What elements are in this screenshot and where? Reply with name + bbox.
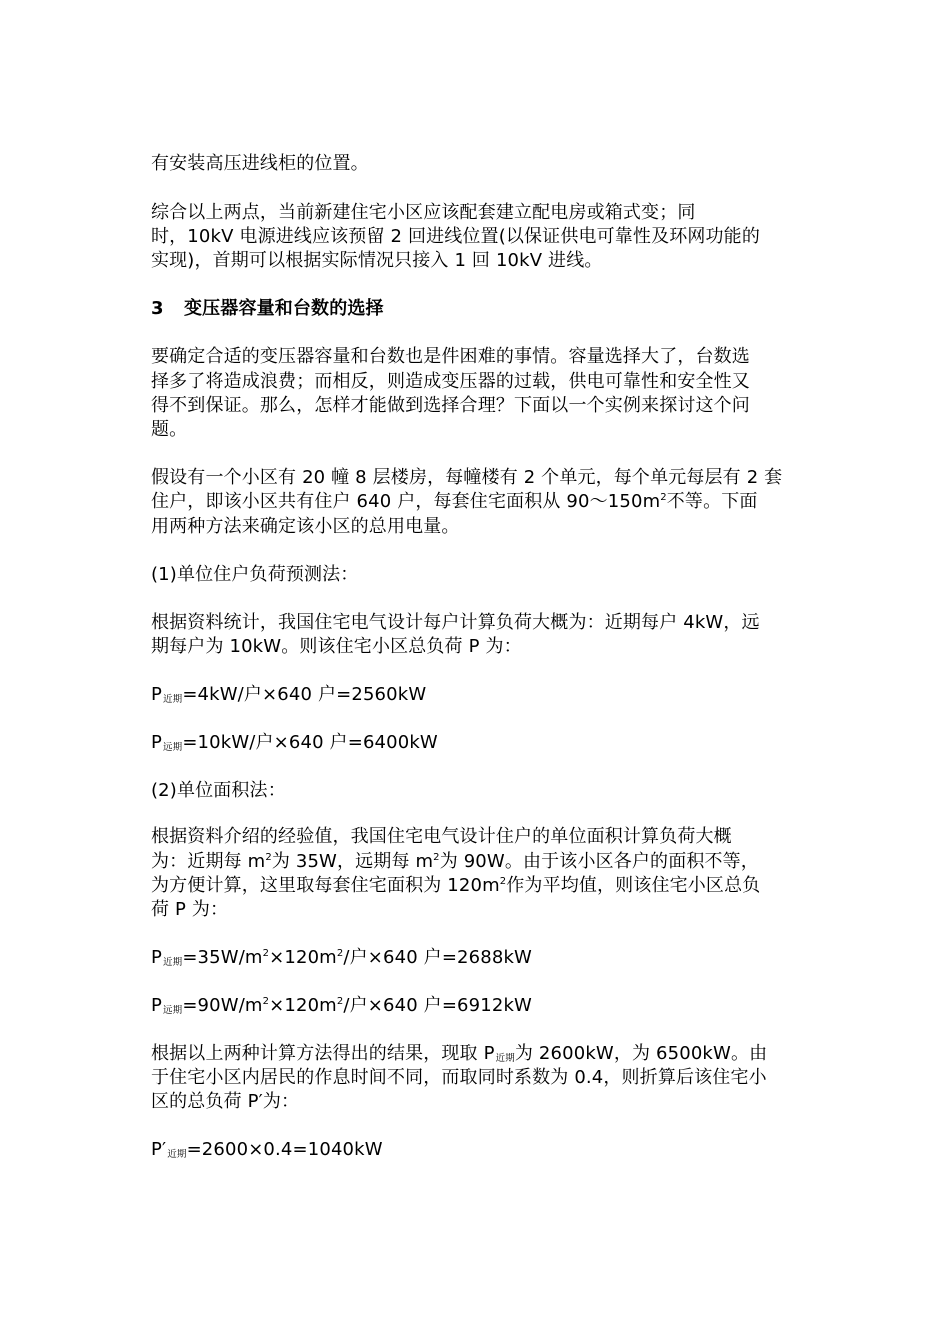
paragraph-line: 要确定合适的变压器容量和台数也是件困难的事情。容量选择大了，台数选 [151,346,750,367]
subscript: 远期 [163,1005,183,1016]
superscript: 2 [499,876,507,887]
text-run: 为：近期每 m [151,851,266,872]
equation [151,683,426,710]
symbol: P [151,995,163,1016]
paragraph-line [151,850,759,877]
subscript: 近期 [163,957,183,968]
paragraph-line [151,874,760,901]
subscript: 近期 [495,1053,515,1064]
section-heading [151,297,384,321]
equation [151,731,438,758]
text-run: =90W/m [182,995,263,1016]
paragraph-line: 荷 P 为： [151,899,229,920]
text-run: 住户，即该小区共有住户 640 户，每套住宅面积从 90～150m [151,491,661,512]
paragraph-line: 根据资料统计，我国住宅电气设计每户计算负荷大概为：近期每户 4kW，远 [151,612,760,633]
text-run: =35W/m [182,947,263,968]
paragraph-line: 用两种方法来确定该小区的总用电量。 [151,516,460,537]
superscript: 2 [433,852,440,863]
equation [151,1138,383,1165]
paragraph-line: 实现)，首期可以根据实际情况只接入 1 回 10kV 进线。 [151,250,603,271]
superscript: 2 [262,996,270,1007]
section-number: 3 [151,298,164,319]
text-run: ×120m [269,947,337,968]
paragraph-line: 择多了将造成浪费；而相反，则造成变压器的过载，供电可靠性和安全性又 [151,371,750,392]
subscript: 近期 [167,1149,187,1160]
text-run: 根据以上两种计算方法得出的结果，现取 P [151,1043,495,1064]
paragraph-line: 时，10kV 电源进线应该预留 2 回进线位置(以保证供电可靠性及环网功能的 [151,226,760,247]
text-run: =2600×0.4=1040kW [186,1139,383,1160]
symbol: P′ [151,1139,167,1160]
symbol: P [151,732,163,753]
paragraph-line: (1)单位住户负荷预测法： [151,564,359,585]
paragraph-line: 有安装高压进线柜的位置。 [151,153,369,174]
text-run: 作为平均值，则该住宅小区总负 [506,875,761,896]
paragraph-line: 综合以上两点，当前新建住宅小区应该配套建立配电房或箱式变；同 [151,202,696,223]
text-run: 为方便计算，这里取每套住宅面积为 120m [151,875,500,896]
superscript: 2 [265,852,272,863]
superscript: 2 [262,948,270,959]
superscript: 2 [336,948,344,959]
text-run: /户×640 户=2688kW [343,947,532,968]
text-run: ×120m [269,995,337,1016]
superscript: 2 [336,996,344,1007]
equation [151,994,532,1021]
text-run: /户×640 户=6912kW [343,995,532,1016]
text-run: 为 35W，远期每 m [271,851,434,872]
section-title: 变压器容量和台数的选择 [184,298,384,319]
text-run: =4kW/户×640 户=2560kW [182,684,427,705]
paragraph-line: (2)单位面积法： [151,780,286,801]
text-run: 为 2600kW，为 6500kW。由 [514,1043,768,1064]
symbol: P [151,684,163,705]
paragraph-line: 题。 [151,419,188,440]
subscript: 远期 [163,742,183,753]
equation [151,946,532,973]
paragraph-line: 根据资料介绍的经验值，我国住宅电气设计住户的单位面积计算负荷大概 [151,826,732,847]
text-run: =10kW/户×640 户=6400kW [182,732,438,753]
text-run: 为 90W。由于该小区各户的面积不等， [439,851,759,872]
paragraph-line [151,490,758,517]
paragraph-line: 期每户为 10kW。则该住宅小区总负荷 P 为： [151,636,522,657]
text-run: 不等。下面 [666,491,758,512]
superscript: 2 [660,492,667,503]
paragraph-line: 假设有一个小区有 20 幢 8 层楼房，每幢楼有 2 个单元，每个单元每层有 2 套 [151,467,783,488]
paragraph-line: 区的总负荷 P′为： [151,1091,300,1112]
paragraph-line: 得不到保证。那么，怎样才能做到选择合理？下面以一个实例来探讨这个问 [151,395,750,416]
subscript: 近期 [163,694,183,705]
paragraph-line [151,1042,767,1069]
symbol: P [151,947,163,968]
paragraph-line: 于住宅小区内居民的作息时间不同，而取同时系数为 0.4，则折算后该住宅小 [151,1067,767,1088]
